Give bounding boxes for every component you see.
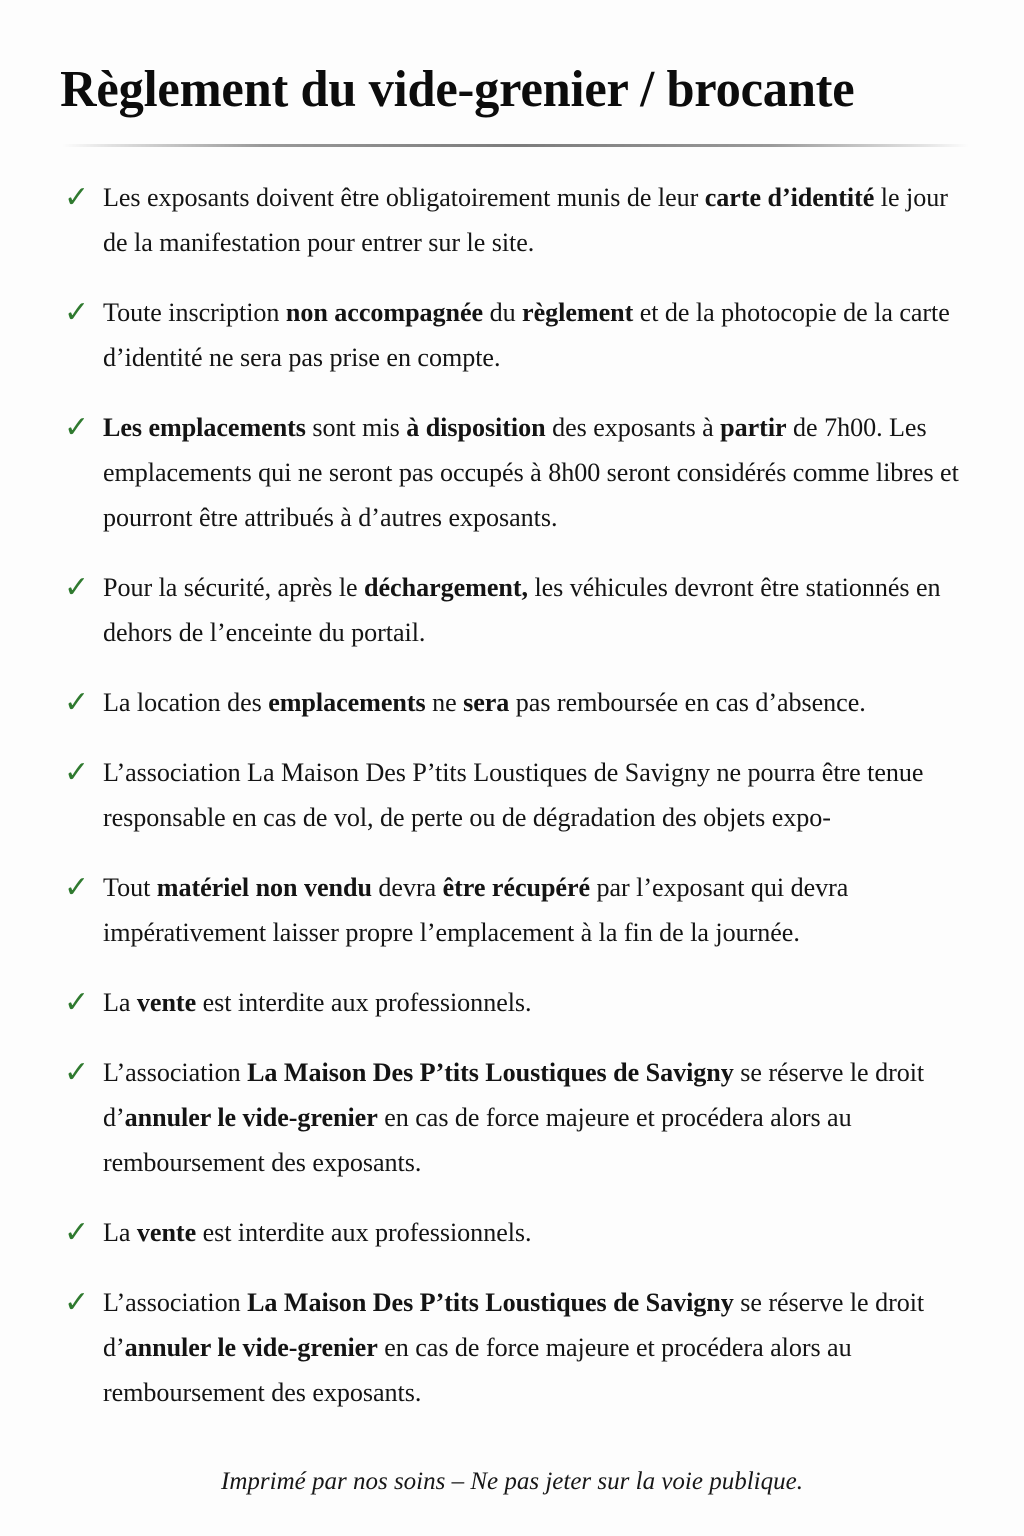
rule-span: Les exposants doivent être obligatoirement munis de leur — [103, 182, 705, 213]
rule-item — [62, 1280, 986, 1415]
rule-emphasis: partir — [720, 412, 787, 443]
rule-item — [62, 565, 986, 655]
rule-span: ne — [425, 687, 464, 718]
check-icon: ✓ — [64, 755, 90, 791]
check-icon: ✓ — [64, 870, 90, 906]
rule-emphasis: déchargement, — [364, 572, 528, 603]
rule-span: La location des — [103, 687, 269, 718]
rule-text — [103, 865, 973, 955]
rule-emphasis: La Maison Des P’tits Loustiques de Savigny — [247, 1057, 734, 1088]
rule-text — [103, 1050, 973, 1185]
rule-span: est interdite aux professionnels. — [196, 1217, 532, 1248]
rule-span: en cas de force majeure et procédera alors au remboursement des exposants. — [103, 1102, 852, 1178]
rule-text — [103, 680, 973, 725]
check-icon: ✓ — [64, 570, 90, 606]
check-icon: ✓ — [64, 410, 90, 446]
rule-text — [103, 1280, 973, 1415]
footer-note: Imprimé par nos soins – Ne pas jeter sur la voie publique. — [221, 1468, 803, 1495]
rule-emphasis: annuler le vide-grenier — [124, 1102, 378, 1133]
rule-text — [103, 290, 973, 380]
rule-emphasis: annuler le vide-grenier — [124, 1332, 378, 1363]
rule-span: des exposants à — [545, 412, 721, 443]
rule-span: en cas de force majeure et procédera alors au remboursement des exposants. — [103, 1332, 852, 1408]
rule-emphasis: emplacements — [268, 687, 426, 718]
rule-item — [62, 680, 986, 725]
rule-item — [62, 980, 986, 1025]
rule-span: se réserve le droit d’ — [103, 1057, 925, 1133]
rule-text — [103, 565, 973, 655]
rule-emphasis: non accompagnée — [285, 297, 484, 328]
rule-item — [62, 1050, 986, 1185]
rule-emphasis: à disposition — [406, 412, 546, 443]
rule-span: L’association — [103, 1057, 248, 1088]
rule-span: pas remboursée en cas d’absence. — [509, 687, 866, 718]
rule-span: le jour de la manifestation pour entrer sur le site. — [103, 182, 948, 258]
check-icon: ✓ — [64, 180, 90, 216]
rule-emphasis: carte d’identité — [704, 182, 875, 213]
rule-span: se réserve le droit d’ — [103, 1287, 925, 1363]
rule-text — [103, 980, 973, 1025]
rule-span: de 7h00. Les emplacements qui ne seront pas occupés à 8h00 seront considérés comme libres et pourront être attribués à d’autres exposants. — [103, 412, 959, 533]
check-icon: ✓ — [64, 685, 90, 721]
check-icon: ✓ — [64, 1285, 90, 1321]
rule-span: L’association La Maison Des P’tits Loustiques de Savigny ne pourra être tenue responsable en cas de vol, de perte ou de dégradation des objets expo- — [103, 757, 924, 833]
rule-span: Pour la sécurité, après le — [103, 572, 365, 603]
check-icon: ✓ — [64, 1055, 90, 1091]
rule-emphasis: La Maison Des P’tits Loustiques de Savigny — [247, 1287, 734, 1318]
rule-span: par l’exposant qui devra impérativement laisser propre l’emplacement à la fin de la journée. — [103, 872, 849, 948]
rule-span: L’association — [103, 1287, 248, 1318]
rule-text — [103, 750, 973, 840]
rule-span: du — [483, 297, 523, 328]
rule-span: Tout — [103, 872, 157, 903]
rule-item — [62, 1210, 986, 1255]
rule-span: devra — [371, 872, 443, 903]
rule-item — [62, 865, 986, 955]
rule-span: les véhicules devront être stationnés en dehors de l’enceinte du portail. — [103, 572, 941, 648]
rule-item — [62, 290, 986, 380]
check-icon: ✓ — [64, 985, 90, 1021]
rule-item — [62, 750, 986, 840]
rule-span: et de la photocopie de la carte d’identité ne sera pas prise en compte. — [103, 297, 950, 373]
rule-emphasis: règlement — [522, 297, 634, 328]
rule-emphasis: vente — [136, 1217, 197, 1248]
page-title: Règlement du vide-grenier / brocante — [60, 61, 855, 118]
check-icon: ✓ — [64, 1215, 90, 1251]
rules-list — [0, 147, 1024, 1440]
rule-emphasis: Les emplacements — [103, 412, 306, 443]
check-icon: ✓ — [64, 295, 90, 331]
rule-span: est interdite aux professionnels. — [196, 987, 532, 1018]
rule-span: La — [103, 987, 137, 1018]
rule-emphasis: être récupéré — [442, 872, 591, 903]
rule-item — [62, 175, 986, 265]
rule-emphasis: vente — [136, 987, 197, 1018]
rule-span: sont mis — [305, 412, 407, 443]
rule-emphasis: sera — [463, 687, 510, 718]
rule-span: Toute inscription — [103, 297, 286, 328]
rule-item — [62, 405, 986, 540]
rule-span: La — [103, 1217, 137, 1248]
rule-text — [103, 1210, 973, 1255]
rule-text — [103, 405, 973, 540]
rule-emphasis: matériel non vendu — [156, 872, 372, 903]
rule-text — [103, 175, 973, 265]
